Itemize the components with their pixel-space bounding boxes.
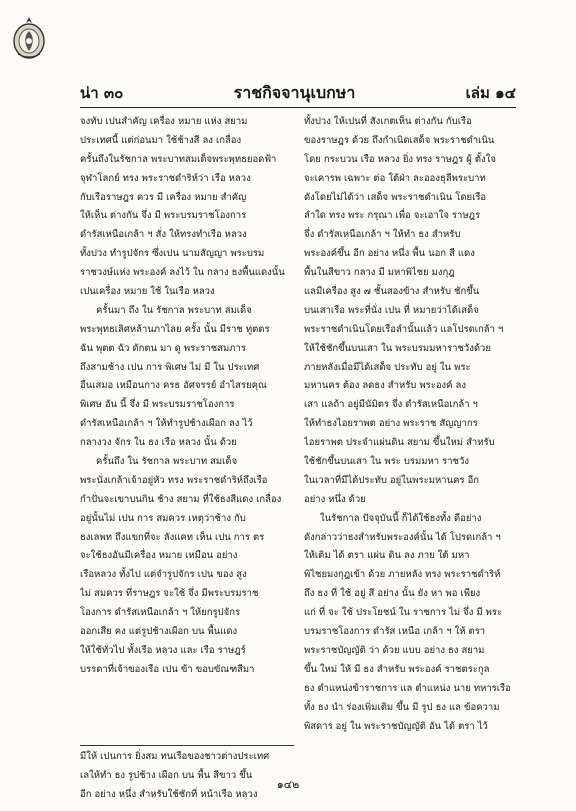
text-line: ธง ตำแหน่งข้าราชการ แล ตำแหน่ง นาย ทหารเรือ [304, 682, 511, 694]
footnote-line: อีก อย่าง หนึ่ง สำหรับใช้ชักที่ หน้าเรือ หลวง [80, 788, 258, 800]
text-line: ครั้นมา ถึง ใน รัชกาล พระบาท สมเด็จ [96, 304, 252, 316]
text-line: ภายหลังเมื่อมีได้เสด็จ ประทับ อยู่ ใน พระ [304, 361, 471, 373]
text-line: พิเศษ อัน นี้ จึ่ง มี พระบรมราชโองการ [80, 399, 235, 411]
text-line: ขึ้น ใหม่ ให้ มี ธง สำหรับ พระองค์ ราชตระกูล [304, 663, 490, 675]
text-line: จุฬาโลกย์ ทรง พระราชดำริห์ว่า เรือ หลวง [80, 172, 251, 184]
text-line: จึ่ง ดำรัสเหนือเกล้า ฯ ให้ทำ ธง สำหรับ [304, 229, 461, 241]
text-line: มหานคร ต้อง ลดธง สำหรับ พระองค์ ลง [304, 380, 467, 392]
text-line: ไอยราพต ประจำแผ่นดิน สยาม ขึ้นใหม่ สำหรับ [304, 437, 495, 449]
page-header [80, 82, 516, 104]
text-line: ทั้ง ธง นำ ร่องเพิ่มเติม ขึ้น มี รูป ธง แล ข้อความ [304, 701, 500, 713]
text-line: บรรดาที่เจ้าของเรือ เปน ข้า ขอบขัณฑสีมา [80, 663, 255, 675]
text-line: ให้เห็น ต่างกัน จึ่ง มี พระบรมราชโองการ [80, 210, 247, 222]
text-line: ทั้งปวง ให้เปนที่ สังเกตเห็น ต่างกัน กับเรือ [304, 116, 472, 127]
royal-seal-emblem [12, 16, 46, 60]
text-line: ถึง ธง ที่ ใช้ อยู่ สี อย่าง นั้น ยัง หา พอ เพียง [304, 588, 481, 600]
text-line: จะใช้ธงอันมีเครื่อง หมาย เหมือน อย่าง [80, 550, 238, 562]
text-line: ไม่ สมควร ที่ราษฎร จะใช้ จึ่ง มีพระบรมราช [80, 588, 259, 600]
text-line: พื้นในสีขาว กลาง มี มหาพิไชย มงกุฎ [304, 267, 455, 279]
text-line: อย่าง หนึ่ง ด้วย [304, 493, 366, 505]
text-line: ลำใด ทรง พระ กรุณา เพื่อ จะเอาใจ ราษฎร [304, 210, 481, 222]
text-line: ให้ใช้ชักขึ้นบนเสา ใน พระบรมมหาราชวังด้วย [304, 342, 491, 354]
text-line: พิสดาร อยู่ ใน พระราชบัญญัติ อัน ได้ ตรา ไว้ [304, 720, 488, 732]
text-line: ในเวลาที่มีได้ประทับ อยู่ในพระมหานคร อีก [304, 474, 480, 486]
text-line: แลมีเครื่อง สูง ๗ ชั้นสองข้าง สำหรับ ชักขึ้น [304, 286, 480, 298]
text-line: ประเทศนี้ แต่ก่อนมา ใช้ช้างสี ลง เกลื่อง [80, 134, 242, 146]
text-line: บรมราชโองการ ดำรัส เหนือ เกล้า ฯ ให้ ตรา [304, 626, 486, 638]
text-line: อื่นเสมอ เหมือนกาง ครธ อัศจรรย์ อำไสรยคุณ [80, 380, 267, 392]
text-line: ครั้นถึงในรัชกาล พระบาทสมเด็จพระพุทธยอดฟ้า [80, 153, 277, 165]
text-line: ดำรัสเหนือเกล้า ฯ ให้ทำรูปช้างเผือก ลง ไว้ [80, 418, 253, 430]
left-column [80, 113, 288, 680]
text-line: โองการ ดำรัสเหนือเกล้า ฯ ให้ยกรูปจักร [80, 607, 241, 619]
text-line: ในรัชกาล ปัจจุบันนี้ ก็ได้ใช้ธงทั้ง ดีอย่าง [320, 512, 482, 524]
text-line: พระนั่งเกล้าเจ้าอยู่หัว ทรง พระราชดำริห์ถึงเรือ [80, 474, 268, 486]
text-line: ของราษฎร ด้วย ถึงกำเนิดเสด็จ พระราชดำเนิน [304, 134, 495, 146]
text-line: แก่ ที่ จะ ใช้ ประโยชน์ ใน ราชการ ไม่ จึ่ง มี พระ [304, 607, 503, 619]
footnote-line: เลให้ทำ ธง รูปช้าง เผือก บน พื้น สีขาว ขึ้น [80, 769, 253, 781]
volume-label: เล่ม ๑๔ [465, 84, 516, 102]
text-line: บนเสาเรือ พระที่นั่ง เปน ที่ หมายว่าได้เสด็จ [304, 304, 479, 316]
gazette-title: ราชกิจจานุเบกษา [233, 82, 356, 102]
text-line: ให้ใช้ทั่วไป ทั้งเรือ หลวง และ เรือ ราษฎร์ [80, 644, 246, 656]
text-line: เสา แลถ้า อยู่มีนัมิตร จึ่ง ดำรัสเหนือเกล้า ฯ [304, 399, 478, 411]
text-line: เรือหลวง ทั้งไป แต่จำรูปจักร เปน ของ สูง [80, 569, 247, 581]
text-line: พระพุทธเลิศหล้านภาไลย ครั้ง นั้น มีราช ทูตตร [80, 323, 270, 335]
text-line: ธงเลพท ถึงแขกที่จะ ลังแคท เห็น เปน การ ตร [80, 531, 265, 543]
text-line: ถึงสามช้าง เปน การ พิเศษ ไม่ มี ใน ประเทศ [80, 361, 260, 373]
footnote-line: มีให้ เปนการ ยิ่งสม ทนเรือของชาวต่างประเทศ [80, 751, 270, 762]
page-label: น่า ๓๐ [80, 84, 124, 102]
text-line: ให้ทำธงไอยราพต อย่าง พระราช สัญญากร [304, 418, 478, 430]
text-line: กับเรือราษฎร ควร มี เครื่อง หมาย สำคัญ [80, 191, 247, 203]
text-line: ออกเสีย คง แต่รูปช้างเผือก บน พื้นแดง [80, 626, 238, 638]
text-line: ให้เติม ได้ ตรา แผ่น ดิน ลง ภาย ใต้ มหา [304, 550, 470, 562]
text-line: ดังกล่าวว่าธงสำหรับพระองค์นั้น ได้ โปรดเกล้า ฯ [304, 531, 501, 543]
page-number: ๑๔๒ [276, 778, 300, 791]
text-line: พระราชดำเนินโดยเรือลำนั้นแล้ว แลโปรดเกล้า ฯ [304, 323, 504, 335]
text-line: กำปั่นจะเขาบนกิน ช้าง สยาม ที่ใช้ธงสีแดง เกลื่อง [80, 493, 282, 505]
text-line: เปนเครื่อง หมาย ใช้ ในเรือ หลวง [80, 286, 215, 298]
text-line: พิไชยมงกุฎเข้า ด้วย ภายหลัง ทรง พระราชดำริห์ [304, 569, 501, 581]
text-line: ฉัน พุตต ฉัว ดักตน มา ดู พระราชสมภาร [80, 342, 246, 354]
text-line: ใช้ชักขึ้นบนเสา ใน พระ บรมมหา ราชวัง [304, 456, 469, 468]
text-line: ราชวงษ์แห่ง พระองค์ ลงไว้ ใน กลาง ธงพื้นแดงนั้น [80, 267, 285, 279]
header-rule [80, 107, 516, 108]
text-line: พระองค์ขึ้น อีก อย่าง หนึ่ง พื้น นอก สี แดง [304, 248, 475, 260]
text-line: ครั้นถึง ใน รัชกาล พระบาท สมเด็จ [96, 456, 238, 468]
text-line: ทั้งปวง ทำรูปจักร ซึ่งเปน นามสัญญา พระบรม [80, 248, 265, 260]
text-line: ดังโดยไม่ได้ว่า เสด็จ พระราชดำเนิน โดยเรือ [304, 191, 487, 203]
text-line: โดย กระบวน เรือ หลวง ยิ่ง ทรง ราษฎร ผู้ ตั้งใจ [304, 153, 496, 165]
right-column [304, 113, 512, 736]
footnote-separator [80, 745, 294, 746]
text-line: อยู่นั้นไม่ เปน การ สมควร เหตุว่าช้าง กับ [80, 512, 246, 524]
text-line: กลางวง จักร ใน ธง เรือ หลวง นั้น ด้วย [80, 437, 237, 449]
text-line: จะเคารพ เฉพาะ ต่อ ใต้ฝ่า ละอองธุลีพระบาท [304, 172, 486, 184]
text-line: พระราชบัญญัติ ว่า ด้วย แบบ อย่าง ธง สยาม [304, 644, 485, 656]
text-line: ดำรัสเหนือเกล้า ฯ สั่ง ให้ทรงทำเรือ หลวง [80, 229, 247, 241]
text-line: จงทับ เปนสำคัญ เครื่อง หมาย แห่ง สยาม [80, 116, 248, 127]
